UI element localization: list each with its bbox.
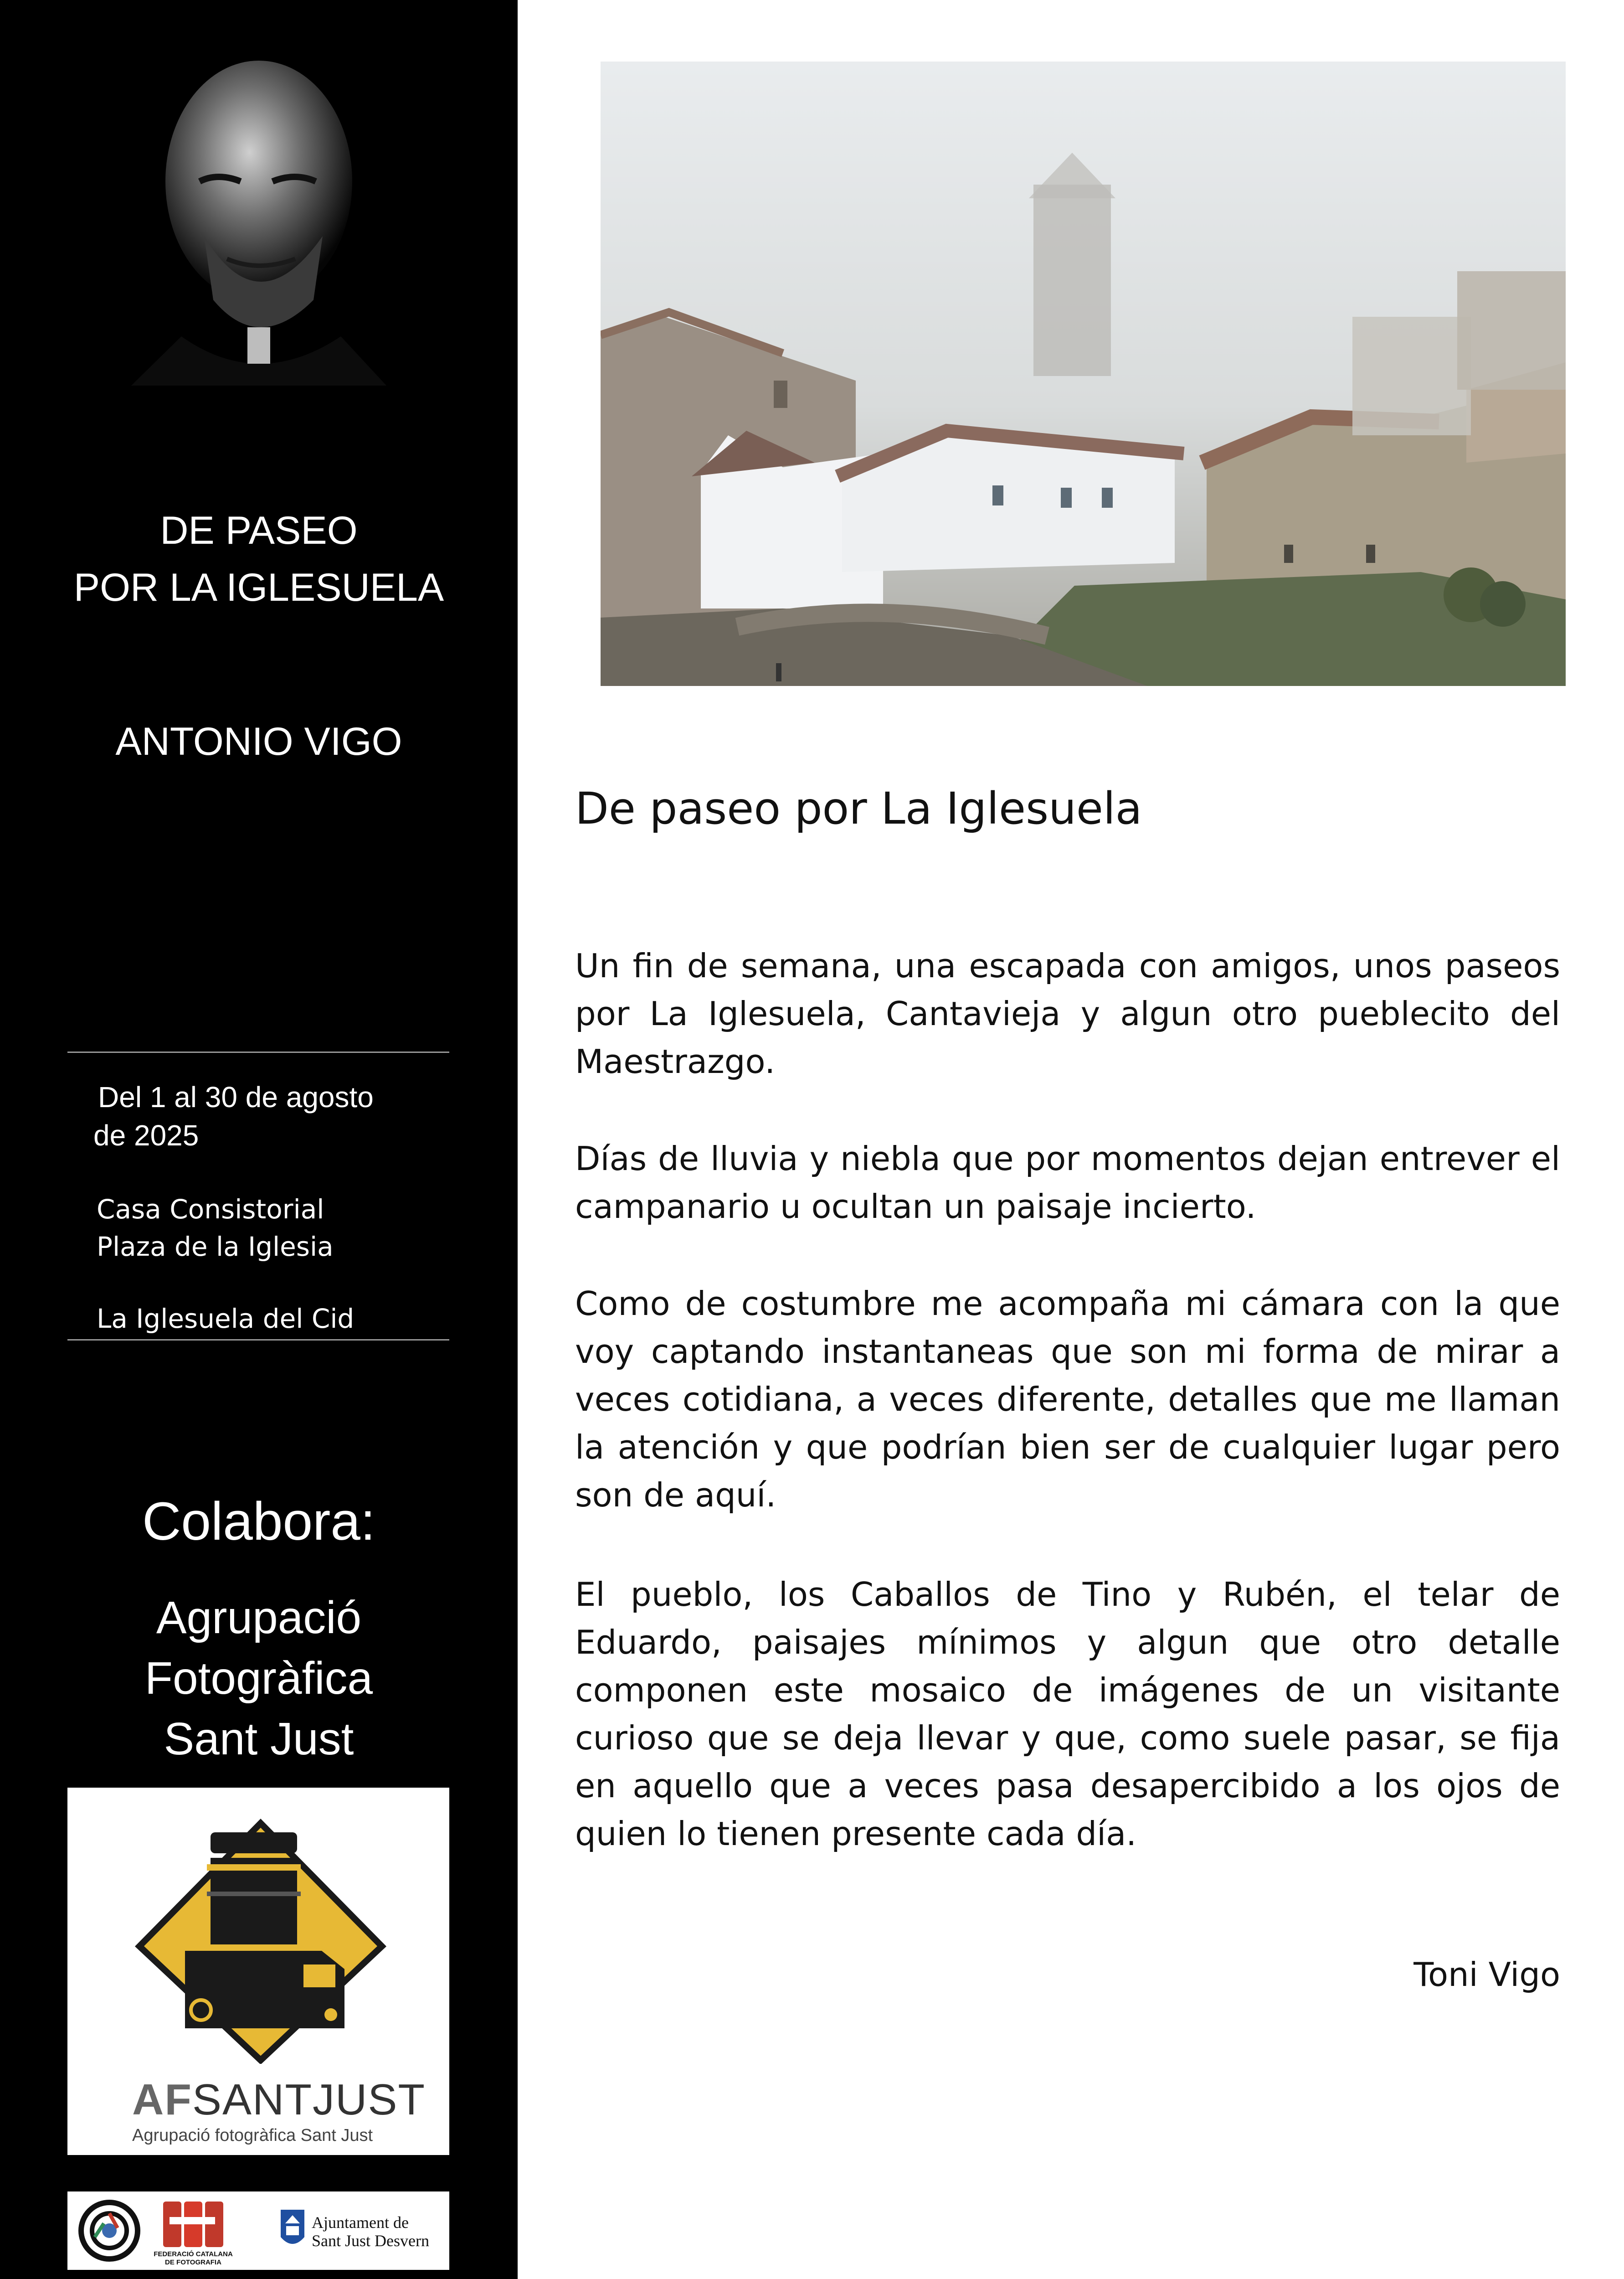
fcf-logo-icon (154, 2202, 233, 2266)
camera-diamond-icon (130, 1814, 391, 2064)
paragraph-4: El pueblo, los Caballos de Tino y Rubén, el telar de Eduardo, paisajes mínimos y algun que otro detalle componen este mosaico de imágenes de un visitante curioso que se deja llevar y que, como suele pasar, se fija en aquello que a veces pasa desapercibido a los ojos de quien lo tienen presente cada día. (575, 1575, 1560, 1853)
collab-line1: Agrupació (156, 1592, 362, 1643)
paragraph-3: Como de costumbre me acompaña mi cámara con la que voy captando instantaneas que son mi forma de mirar a veces cotidiana, a veces diferente, detalles que me llaman la atención y que podrían bien ser de cualquier lugar pero son de aquí. (575, 1284, 1560, 1514)
club-aperture-icon (81, 2202, 138, 2259)
afsantjust-wordmark-rest: SANTJUST (192, 2075, 426, 2124)
sidebar (0, 0, 518, 2279)
sponsor-logos-strip (67, 2191, 449, 2270)
venue-line2: Plaza de la Iglesia (97, 1231, 334, 1262)
dates-line2: de 2025 (93, 1119, 199, 1152)
divider-top (67, 1052, 449, 1053)
divider-bottom (67, 1339, 449, 1341)
ajuntament-line1: Ajuntament de (312, 2213, 409, 2232)
afsantjust-subtitle: Agrupació fotogràfica Sant Just (132, 2126, 373, 2145)
venue-town: La Iglesuela del Cid (97, 1303, 355, 1334)
collab-line3: Sant Just (164, 1713, 354, 1764)
ajuntament-shield-icon (281, 2210, 304, 2244)
fcf-text-1: FEDERACIÓ CATALANA (154, 2250, 233, 2258)
afsantjust-wordmark (132, 2075, 426, 2125)
paragraph-1: Un fin de semana, una escapada con amigos, unos paseos por La Iglesuela, Cantavieja y algun otro pueblecito del Maestrazgo. (575, 947, 1560, 1081)
exhibit-dates (93, 1078, 374, 1155)
collab-line2: Fotogràfica (144, 1653, 373, 1704)
ajuntament-line2: Sant Just Desvern (312, 2232, 429, 2250)
foggy-village-photo (601, 62, 1566, 686)
author-portrait-photo (67, 45, 449, 386)
exhibit-title-line1: DE PASEO (160, 509, 358, 552)
fcf-text-2: DE FOTOGRAFIA (165, 2258, 221, 2266)
venue-line1: Casa Consistorial (97, 1194, 324, 1225)
signature: Toni Vigo (1413, 1955, 1560, 1994)
exhibit-title-line2: POR LA IGLESUELA (73, 566, 444, 609)
document-title: De paseo por La Iglesuela (575, 783, 1142, 834)
afsantjust-logo (67, 1788, 449, 2155)
dates-line1: Del 1 al 30 de agosto (98, 1081, 374, 1114)
paragraph-2: Días de lluvia y niebla que por momentos dejan entrever el campanario u ocultan un paisaje incierto. (575, 1140, 1560, 1226)
afsantjust-wordmark-bold: AF (132, 2075, 192, 2124)
collab-heading: Colabora: (142, 1491, 375, 1552)
author-name: ANTONIO VIGO (115, 720, 402, 763)
